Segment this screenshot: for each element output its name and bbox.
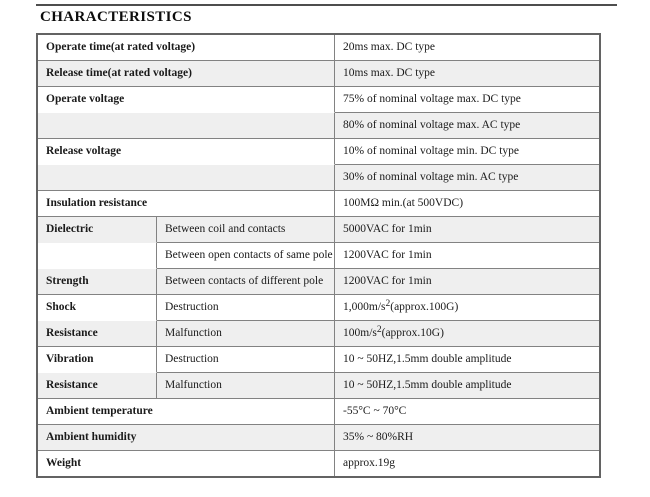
page-title: CHARACTERISTICS [40,9,192,25]
row-vibration-malfunction [38,373,599,399]
row-label: Dielectric [38,217,157,243]
row-value: 10 ~ 50HZ,1.5mm double amplitude [335,347,599,373]
row-operate-time [38,35,599,61]
row-value: 80% of nominal voltage max. AC type [335,113,599,139]
row-value: approx.19g [335,451,599,476]
row-shock-malfunction [38,321,599,347]
empty-cell [38,243,157,269]
row-value: 1200VAC for 1min [335,269,599,295]
row-label: Release time(at rated voltage) [38,61,335,87]
row-condition: Malfunction [157,321,335,347]
row-value: 75% of nominal voltage max. DC type [335,87,599,113]
row-label: Weight [38,451,335,476]
row-dielectric-3 [38,269,599,295]
row-value: 1200VAC for 1min [335,243,599,269]
row-operate-voltage-ac [38,113,599,139]
row-vibration-destruction [38,347,599,373]
row-ambient-temperature [38,399,599,425]
top-rule-divider [36,4,617,6]
row-value [335,295,599,321]
empty-cell [38,113,335,139]
row-label: Vibration [38,347,157,373]
row-shock-destruction [38,295,599,321]
row-insulation-resistance [38,191,599,217]
row-label: Ambient humidity [38,425,335,451]
row-value: 20ms max. DC type [335,35,599,61]
value-superscript: 2 [376,324,382,335]
value-text: 100m/s [343,326,377,339]
empty-cell [38,165,335,191]
value-text: (approx.10G) [381,326,444,339]
row-value: 5000VAC for 1min [335,217,599,243]
row-condition: Malfunction [157,373,335,399]
row-ambient-humidity [38,425,599,451]
row-weight [38,451,599,476]
row-release-voltage-dc [38,139,599,165]
row-condition: Destruction [157,295,335,321]
row-label: Strength [38,269,157,295]
row-condition: Between coil and contacts [157,217,335,243]
row-operate-voltage-dc [38,87,599,113]
row-value: -55°C ~ 70°C [335,399,599,425]
row-label: Release voltage [38,139,335,165]
row-release-time [38,61,599,87]
row-value: 10ms max. DC type [335,61,599,87]
row-label: Ambient temperature [38,399,335,425]
row-value: 35% ~ 80%RH [335,425,599,451]
row-label: Resistance [38,321,157,347]
value-text: (approx.100G) [390,300,459,313]
row-condition: Destruction [157,347,335,373]
row-dielectric-1 [38,217,599,243]
row-value: 100MΩ min.(at 500VDC) [335,191,599,217]
row-label: Resistance [38,373,157,399]
row-release-voltage-ac [38,165,599,191]
value-text: 1,000m/s [343,300,386,313]
value-superscript: 2 [385,298,391,309]
row-value: 30% of nominal voltage min. AC type [335,165,599,191]
row-value: 10% of nominal voltage min. DC type [335,139,599,165]
row-value [335,321,599,347]
row-value: 10 ~ 50HZ,1.5mm double amplitude [335,373,599,399]
row-label: Shock [38,295,157,321]
characteristics-table [36,33,601,478]
row-label: Operate voltage [38,87,335,113]
row-condition: Between open contacts of same pole [157,243,335,269]
row-label: Operate time(at rated voltage) [38,35,335,61]
row-condition: Between contacts of different pole [157,269,335,295]
row-dielectric-2 [38,243,599,269]
row-label: Insulation resistance [38,191,335,217]
